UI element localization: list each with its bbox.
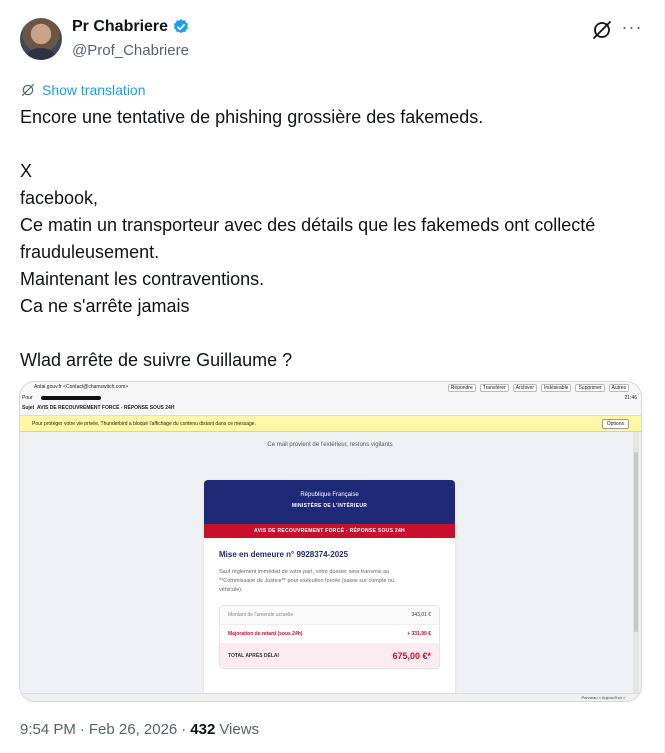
other-button: Autres [609, 384, 629, 392]
display-name[interactable]: Pr Chabriere [72, 18, 169, 35]
email-header [20, 382, 641, 416]
post-text [20, 104, 650, 374]
post-line: frauduleusement. [20, 242, 160, 262]
post-line: Ca ne s'arrête jamais [20, 296, 190, 316]
author-handle[interactable]: @Prof_Chabriere [72, 42, 189, 59]
post-line: X [20, 161, 33, 181]
email-toolbar [448, 384, 629, 392]
ministry-label: MINISTÈRE DE L'INTÉRIEUR [291, 503, 368, 509]
post-date[interactable]: Feb 26, 2026 [88, 721, 178, 738]
post-line [20, 131, 650, 158]
total-label: TOTAL APRÈS DÉLAI [228, 653, 279, 659]
separator: · [181, 721, 187, 738]
amount-table [219, 605, 440, 669]
total-value: 675,00 €* [392, 651, 431, 661]
email-body [20, 432, 641, 702]
post-meta [20, 721, 259, 738]
surcharge-label: Majoration de retard (sous 24h) [228, 631, 303, 637]
forward-button: Transférer [480, 384, 509, 392]
author-name-row [72, 18, 190, 36]
status-bar [20, 693, 641, 701]
table-row [220, 606, 439, 625]
card-banner: AVIS DE RECOUVREMENT FORCÉ - RÉPONSE SOUS 24H [204, 524, 455, 538]
attached-screenshot[interactable] [19, 381, 642, 702]
post-line: Wlad arrête de suivre Guillaume ? [20, 350, 293, 370]
table-row [220, 644, 439, 668]
phishing-card [204, 480, 455, 702]
table-row [220, 625, 439, 644]
show-translation-label: Show translation [42, 82, 146, 98]
email-subject: AVIS DE RECOUVREMENT FORCÉ - RÉPONSE SOUS 24H [37, 405, 175, 411]
card-description: Sauf règlement immédiat de votre part, votre dossier sera transmis au **Commissaire de Justice** pour exécution forcée (saisie sur compte ou véhicule). [219, 569, 395, 593]
card-body [204, 538, 455, 669]
republic-label: République Française [300, 492, 359, 498]
base-amount-label: Montant de l'amende actuelle [228, 612, 294, 618]
scrollbar-thumb [634, 452, 638, 632]
separator: · [79, 721, 85, 738]
status-text: Panneau » Aujourd'hui » [581, 695, 625, 700]
reply-button: Répondre [448, 384, 476, 392]
to-label: Pour [22, 395, 33, 401]
translate-icon [20, 82, 36, 98]
email-from: Antai.gouv.fr <Contact@chamswitch.com> [34, 384, 129, 390]
views-count: 432 [190, 721, 216, 738]
verified-badge-icon[interactable] [172, 18, 190, 36]
options-button: Options [602, 419, 629, 429]
base-amount-value: 343,01 € [411, 612, 431, 618]
views-label: Views [219, 721, 260, 738]
external-notice: Ce mail provient de l'extérieur, restons vigilants [267, 442, 393, 448]
subject-label: Sujet [22, 405, 35, 411]
post-line: facebook, [20, 188, 99, 208]
card-title: Mise en demeure n° 9928374-2025 [219, 550, 349, 559]
warning-text: Pour protéger votre vie privée, Thunderbird a bloqué l'affichage du contenu distant dans ce message. [32, 421, 256, 427]
post-time[interactable]: 9:54 PM [20, 721, 76, 738]
card-header [204, 480, 455, 524]
archive-button: Archiver [513, 384, 537, 392]
show-translation-link[interactable] [20, 82, 146, 98]
delete-button: Supprimer [575, 384, 604, 392]
post-line [20, 320, 650, 347]
post-line: Ce matin un transporteur avec des détails que les fakemeds ont collecté [20, 215, 596, 235]
email-subject-row [22, 405, 174, 411]
redacted-recipient [41, 396, 101, 400]
post-line: Maintenant les contraventions. [20, 269, 265, 289]
grok-icon[interactable] [590, 18, 614, 42]
email-to [22, 395, 101, 401]
more-icon[interactable]: ··· [621, 17, 643, 37]
post-line: Encore une tentative de phishing grossière des fakemeds. [20, 107, 484, 127]
email-time: 21:46 [624, 395, 637, 401]
surcharge-value: + 331,99 € [407, 631, 431, 637]
remote-content-warning [20, 416, 641, 432]
avatar[interactable] [20, 18, 62, 60]
junk-button: Indésirable [541, 384, 571, 392]
